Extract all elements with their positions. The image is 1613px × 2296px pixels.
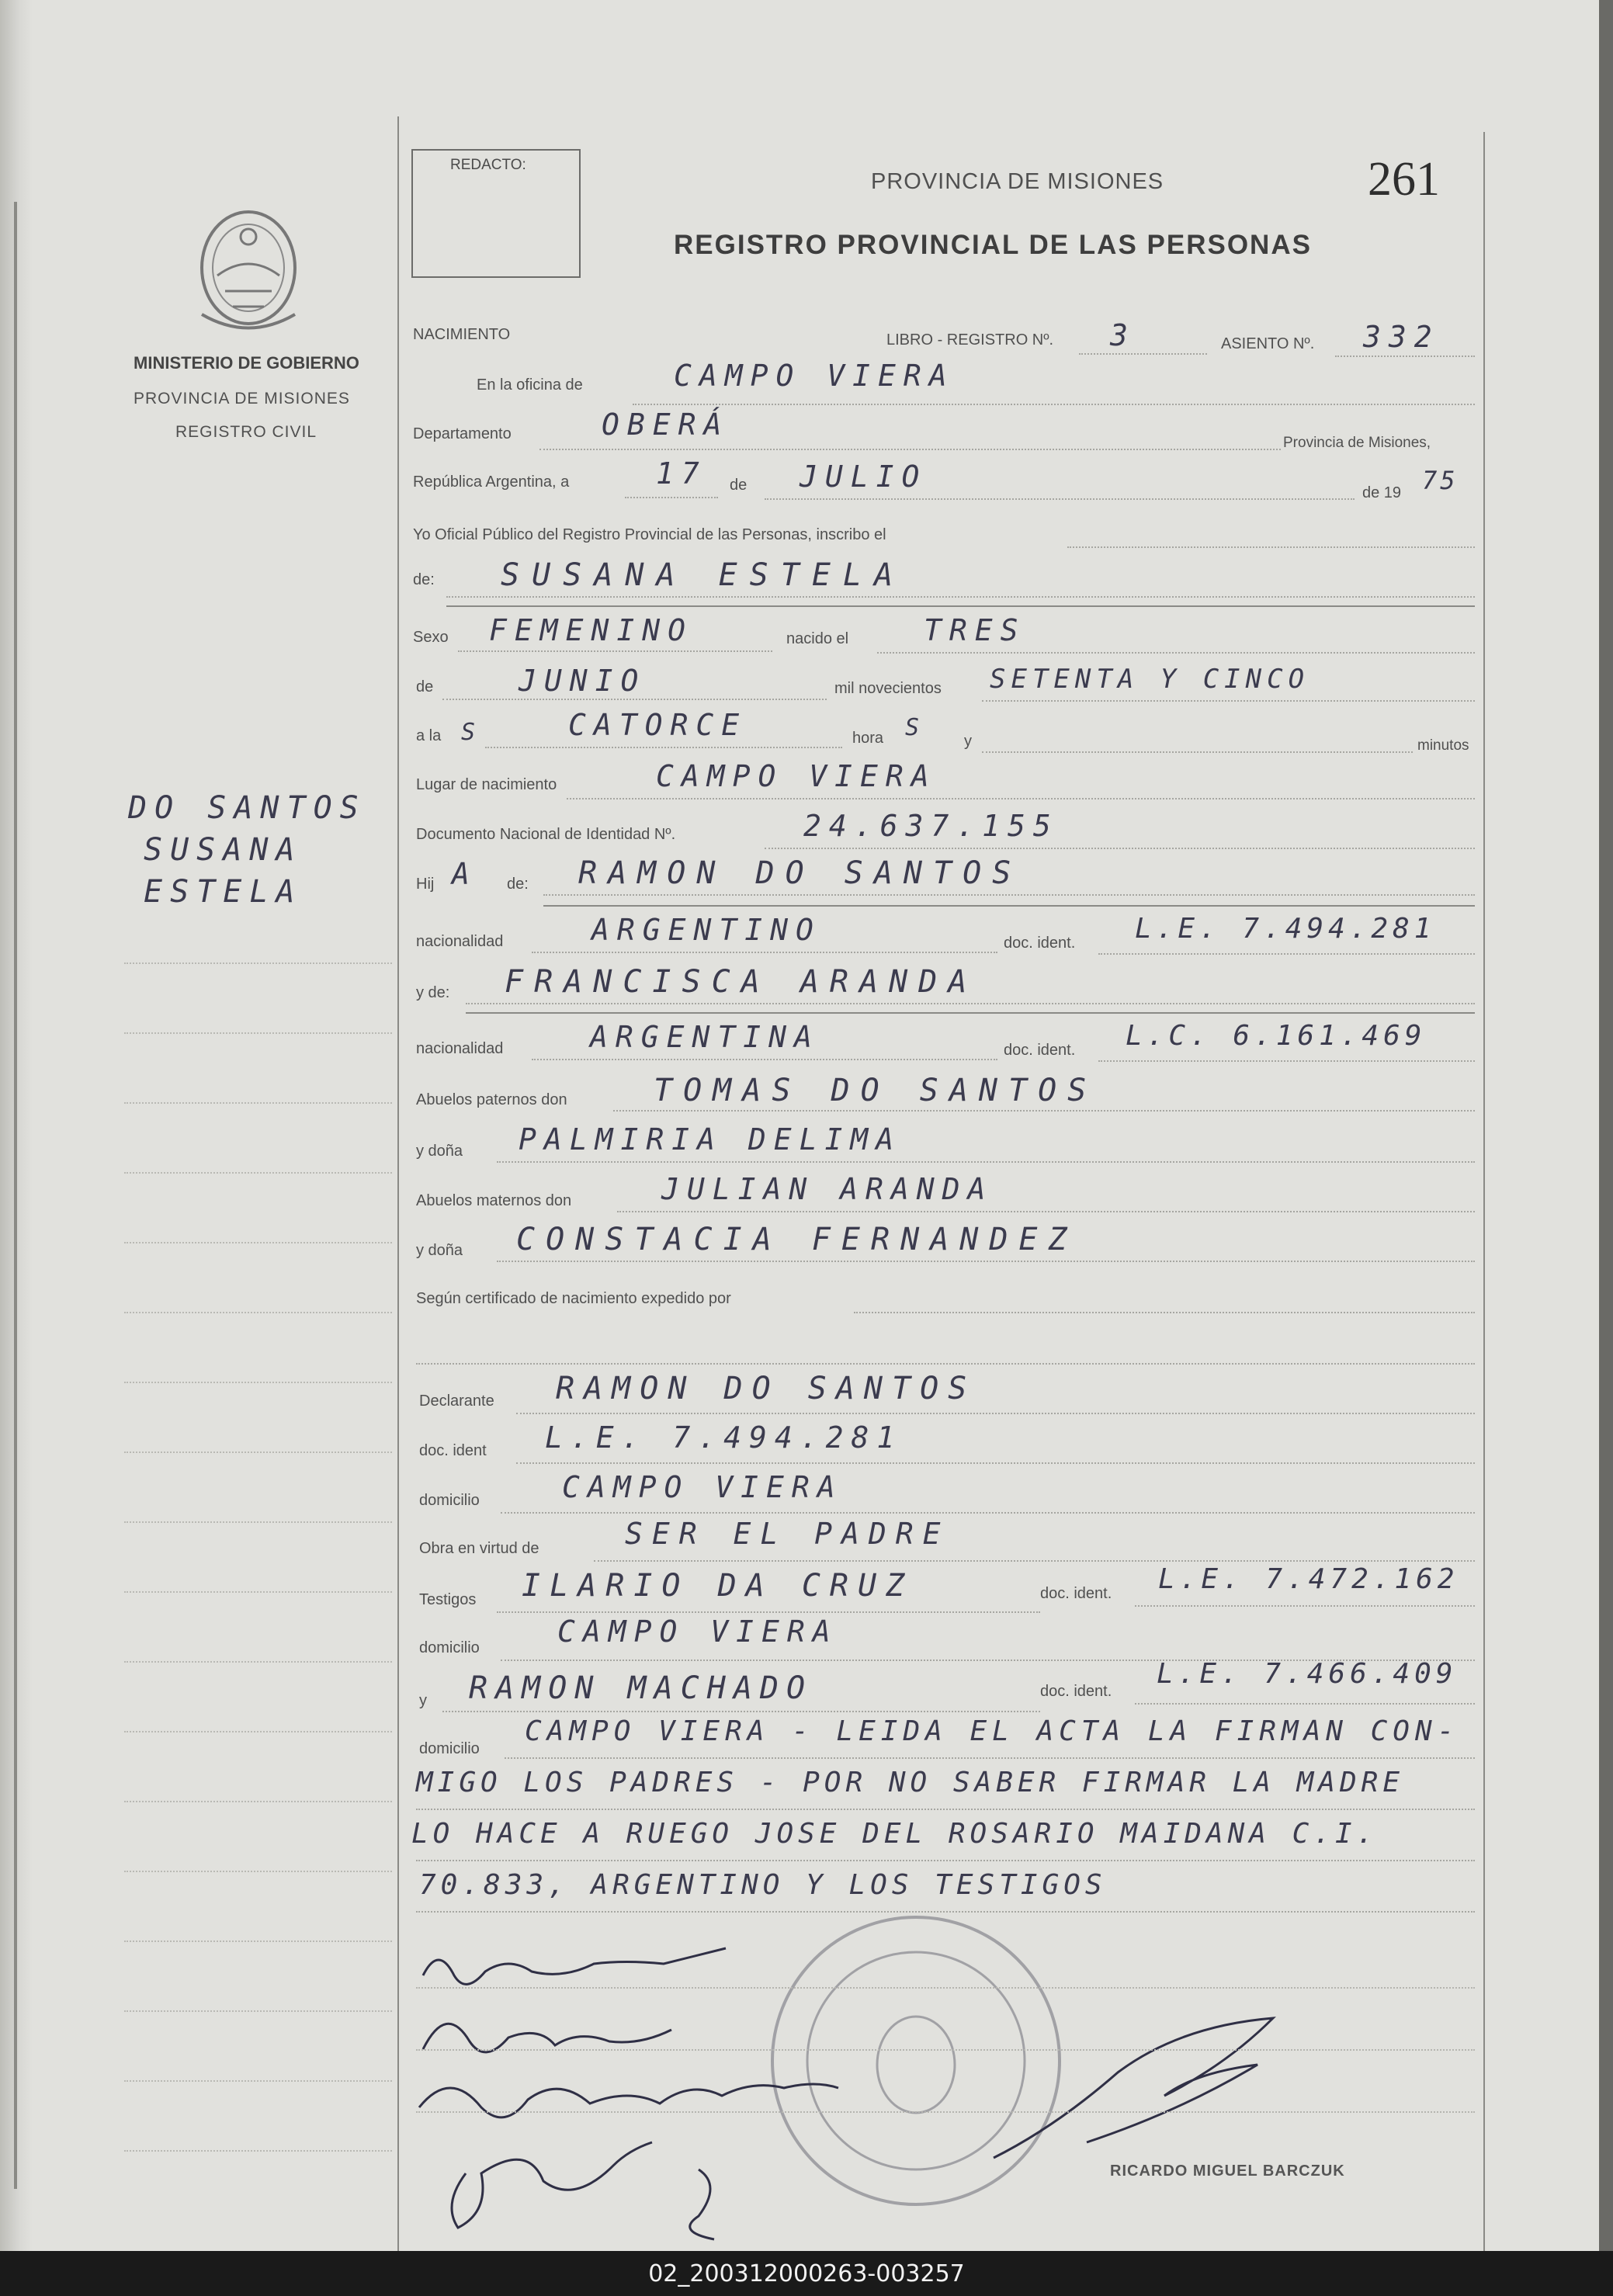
yde-label: y de: — [416, 984, 450, 1001]
final-domicilio-label: domicilio — [419, 1740, 480, 1757]
dia-value: 17 — [656, 456, 707, 491]
departamento-value: OBERÁ — [602, 408, 730, 442]
minutos-label: minutos — [1417, 737, 1469, 754]
nacido-label: nacido el — [786, 630, 849, 647]
signatures — [419, 1948, 1273, 2239]
page-number: 261 — [1368, 153, 1440, 206]
redacto-box — [411, 149, 581, 278]
obra-value: SER EL PADRE — [625, 1517, 950, 1551]
sexo-value: FEMENINO — [489, 613, 694, 647]
doc-padre-label: doc. ident. — [1004, 935, 1076, 952]
certificado-label: Según certificado de nacimiento expedido por — [416, 1290, 731, 1307]
oficial-label: Yo Oficial Público del Registro Provincial de las Personas, inscribo el — [413, 526, 886, 543]
hora-suffix: S — [905, 714, 921, 741]
doc-padre-value: L.E. 7.494.281 — [1135, 913, 1436, 945]
libro-value: 3 — [1110, 318, 1136, 352]
madre-value: FRANCISCA ARANDA — [505, 964, 978, 1000]
redacto-label: REDACTO: — [450, 157, 526, 173]
doc-madre-label: doc. ident. — [1004, 1042, 1076, 1059]
nac-madre-label: nacionalidad — [416, 1040, 504, 1057]
ala-label: a la — [416, 727, 442, 744]
anio-value: 75 — [1422, 466, 1459, 495]
de-label: de — [730, 477, 748, 494]
abuelo-mat-value: JULIAN ARANDA — [661, 1172, 994, 1206]
obra-label: Obra en virtud de — [419, 1540, 539, 1557]
de-nombre-label: de: — [413, 571, 435, 588]
republica-label: República Argentina, a — [413, 473, 570, 491]
y2-label: y — [419, 1692, 427, 1709]
ala-suffix: S — [461, 719, 477, 746]
declarante-doc-label: doc. ident — [419, 1442, 487, 1459]
libro-label: LIBRO - REGISTRO Nº. — [886, 331, 1054, 349]
hora-label: hora — [852, 730, 884, 747]
testigo2-doc-value: L.E. 7.466.409 — [1157, 1658, 1458, 1690]
dni-value: 24.637.155 — [803, 809, 1059, 843]
nombre-value: SUSANA ESTELA — [501, 557, 906, 593]
registry-seal-icon — [772, 1917, 1060, 2204]
abuela-mat-value: CONSTACIA FERNANDEZ — [516, 1222, 1078, 1257]
nac-madre-value: ARGENTINA — [590, 1020, 820, 1054]
hora-value: CATORCE — [568, 708, 748, 742]
padre-value: RAMON DO SANTOS — [578, 855, 1022, 891]
ydona-mat-label: y doña — [416, 1242, 463, 1259]
ministry-title: MINISTERIO DE GOBIERNO — [134, 353, 359, 373]
mes-value: JULIO — [800, 460, 928, 494]
mes-nac-value: JUNIO — [519, 664, 647, 698]
final-line-3: LO HACE A RUEGO JOSE DEL ROSARIO MAIDANA C.I. — [411, 1818, 1379, 1850]
image-caption: 02_200312000263-003257 — [648, 2260, 965, 2287]
hij-de-label: de: — [507, 876, 529, 893]
margin-registry: REGISTRO CIVIL — [175, 423, 317, 441]
asiento-value: 332 — [1363, 320, 1440, 354]
header-province: PROVINCIA DE MISIONES — [871, 169, 1164, 194]
official-stamp-name: RICARDO MIGUEL BARCZUK — [1110, 2162, 1345, 2180]
testigos-label: Testigos — [419, 1591, 477, 1608]
declarante-label: Declarante — [419, 1393, 494, 1410]
declarante-value: RAMON DO SANTOS — [556, 1371, 976, 1406]
oficina-label: En la oficina de — [477, 376, 583, 394]
margin-province: PROVINCIA DE MISIONES — [134, 390, 350, 408]
abuelo-pat-value: TOMAS DO SANTOS — [654, 1073, 1098, 1108]
doc-madre-value: L.C. 6.161.469 — [1126, 1020, 1427, 1052]
de2-label: de — [416, 678, 434, 695]
final-line-2: MIGO LOS PADRES - POR NO SABER FIRMAR LA MADRE — [416, 1767, 1404, 1798]
nac-padre-label: nacionalidad — [416, 933, 504, 950]
hij-label: Hij — [416, 876, 435, 893]
testigo1-doc-value: L.E. 7.472.162 — [1158, 1563, 1459, 1595]
mil-label: mil novecientos — [834, 680, 942, 697]
coat-of-arms-icon — [202, 212, 295, 328]
page-title: REGISTRO PROVINCIAL DE LAS PERSONAS — [674, 230, 1312, 260]
hij-suffix: A — [452, 857, 471, 891]
testigo1-doc-label: doc. ident. — [1040, 1585, 1112, 1602]
testigo2-doc-label: doc. ident. — [1040, 1683, 1112, 1700]
testigo1-value: ILARIO DA CRUZ — [522, 1568, 914, 1604]
margin-note-line3: ESTELA — [144, 874, 303, 910]
sexo-label: Sexo — [413, 629, 449, 646]
y-label: y — [964, 733, 972, 750]
departamento-label: Departamento — [413, 425, 512, 442]
image-caption-bar — [0, 2251, 1613, 2296]
anio-nac-value: SETENTA Y CINCO — [990, 664, 1310, 695]
provincia-label: Provincia de Misiones, — [1283, 435, 1431, 451]
ydona-pat-label: y doña — [416, 1143, 463, 1160]
domicilio-value: CAMPO VIERA — [562, 1470, 843, 1504]
abuelos-pat-label: Abuelos paternos don — [416, 1091, 567, 1108]
final-line-4: 70.833, ARGENTINO Y LOS TESTIGOS — [419, 1869, 1107, 1901]
testigo1-dom-value: CAMPO VIERA — [557, 1614, 838, 1649]
abuela-pat-value: PALMIRIA DELIMA — [519, 1122, 902, 1157]
testigo1-dom-label: domicilio — [419, 1639, 480, 1656]
testigo2-value: RAMON MACHADO — [469, 1670, 813, 1706]
abuelos-mat-label: Abuelos maternos don — [416, 1192, 572, 1209]
anio-label: de 19 — [1362, 484, 1402, 501]
asiento-label: ASIENTO Nº. — [1221, 335, 1315, 352]
domicilio-label: domicilio — [419, 1492, 480, 1509]
declarante-doc-value: L.E. 7.494.281 — [545, 1420, 903, 1455]
final-line-1: CAMPO VIERA - LEIDA EL ACTA LA FIRMAN CON- — [525, 1715, 1460, 1747]
margin-note-line1: DO SANTOS — [128, 790, 366, 826]
lugar-label: Lugar de nacimiento — [416, 776, 557, 793]
nacido-value: TRES — [924, 613, 1026, 647]
lugar-value: CAMPO VIERA — [656, 759, 937, 793]
margin-note-line2: SUSANA — [144, 832, 303, 868]
oficina-value: CAMPO VIERA — [674, 359, 955, 393]
nacimiento-label: NACIMIENTO — [413, 326, 511, 343]
dni-label: Documento Nacional de Identidad Nº. — [416, 826, 676, 843]
nac-padre-value: ARGENTINO — [591, 913, 821, 947]
